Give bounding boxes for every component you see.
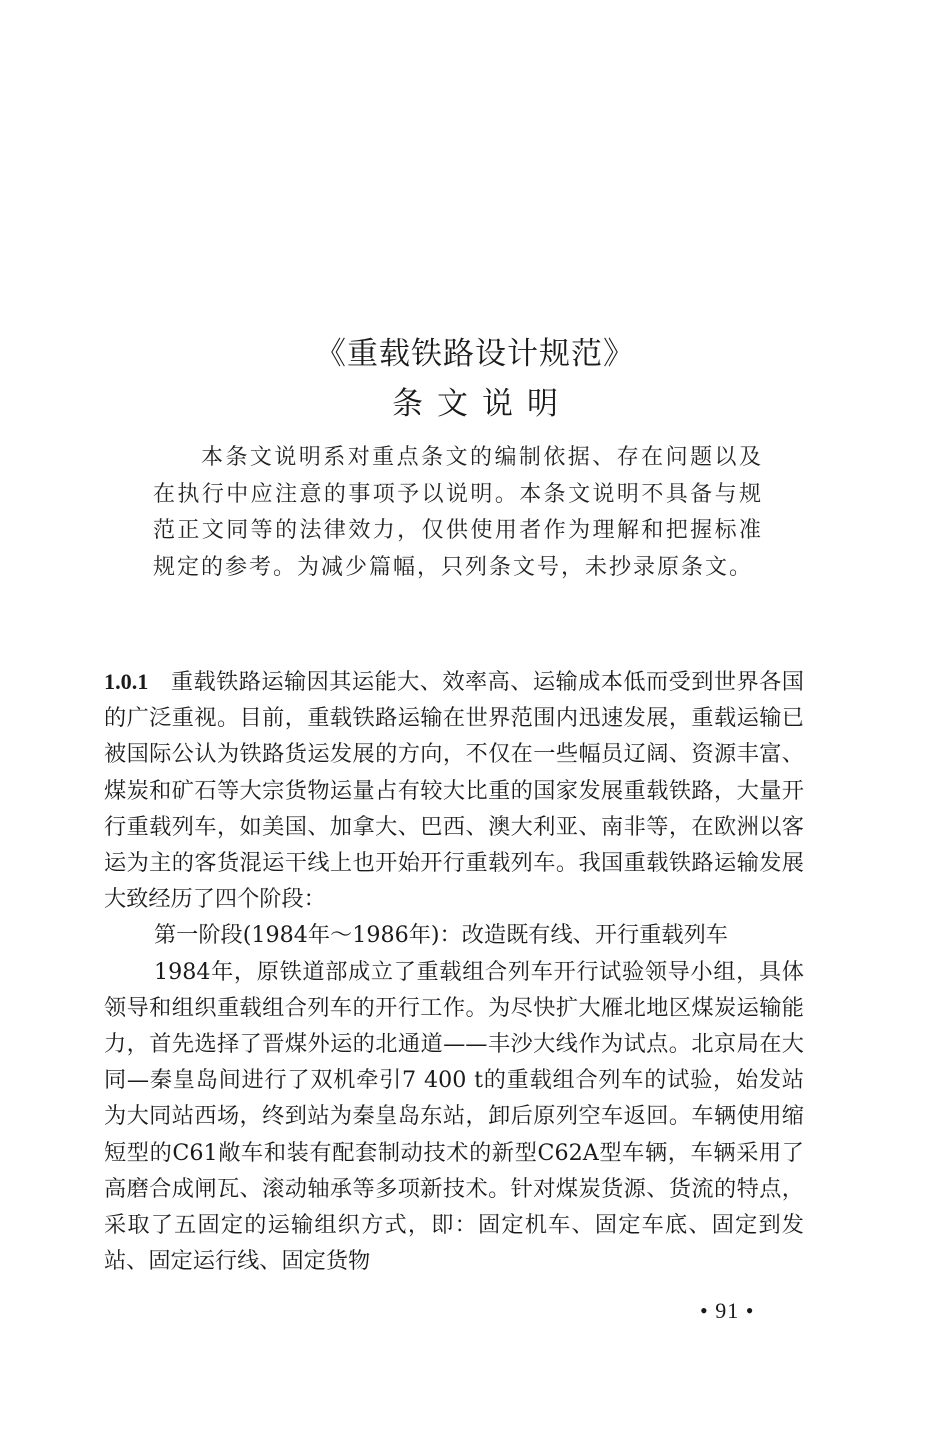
clause-body bbox=[104, 664, 804, 1279]
page-number: • 91 • bbox=[700, 1298, 755, 1323]
document-title: 《重载铁路设计规范》 bbox=[315, 336, 635, 372]
preamble-paragraph: 本条文说明系对重点条文的编制依据、存在问题以及在执行中应注意的事项予以说明。本条文说明不具备与规范正文同等的法律效力，仅供使用者作为理解和把握标准规定的参考。为减少篇幅，只列条文号，未抄录原条文。 bbox=[153, 445, 763, 580]
document-subtitle: 条文说明 bbox=[392, 386, 572, 422]
title-block bbox=[0, 332, 950, 426]
clause-text-1: 重载铁路运输因其运能大、效率高、运输成本低而受到世界各国的广泛重视。目前，重载铁路运输在世界范围内迅速发展，重载运输已被国际公认为铁路货运发展的方向，不仅在一些幅员辽阔、资源丰富、煤炭和矿石等大宗货物运量占有较大比重的国家发展重载铁路，大量开行重载列车，如美国、加拿大、巴西、澳大利亚、南非等，在欧洲以客运为主的客货混运干线上也开始开行重载列车。我国重载铁路运输发展大致经历了四个阶段： bbox=[104, 669, 804, 913]
clause-paragraph-1 bbox=[104, 664, 804, 917]
clause-paragraph-2: 第一阶段(1984年～1986年)：改造既有线、开行重载列车 bbox=[154, 922, 728, 949]
clause-number: 1.0.1 bbox=[104, 669, 149, 694]
clause-paragraph-3: 1984年，原铁道部成立了重载组合列车开行试验领导小组，具体领导和组织重载组合列车的开行工作。为尽快扩大雁北地区煤炭运输能力，首先选择了晋煤外运的北通道——丰沙大线作为试点。北京局在大同—秦皇岛间进行了双机牵引7 400 t的重载组合列车的试验，始发站为大同站西场，终到站为秦皇岛东站，卸后原列空车返回。车辆使用缩短型的C61敞车和装有配套制动技术的新型C62A型车辆，车辆采用了高磨合成闸瓦、滚动轴承等多项新技术。针对煤炭货源、货流的特点，采取了五固定的运输组织方式，即：固定机车、固定车底、固定到发站、固定运行线、固定货物 bbox=[104, 958, 804, 1275]
